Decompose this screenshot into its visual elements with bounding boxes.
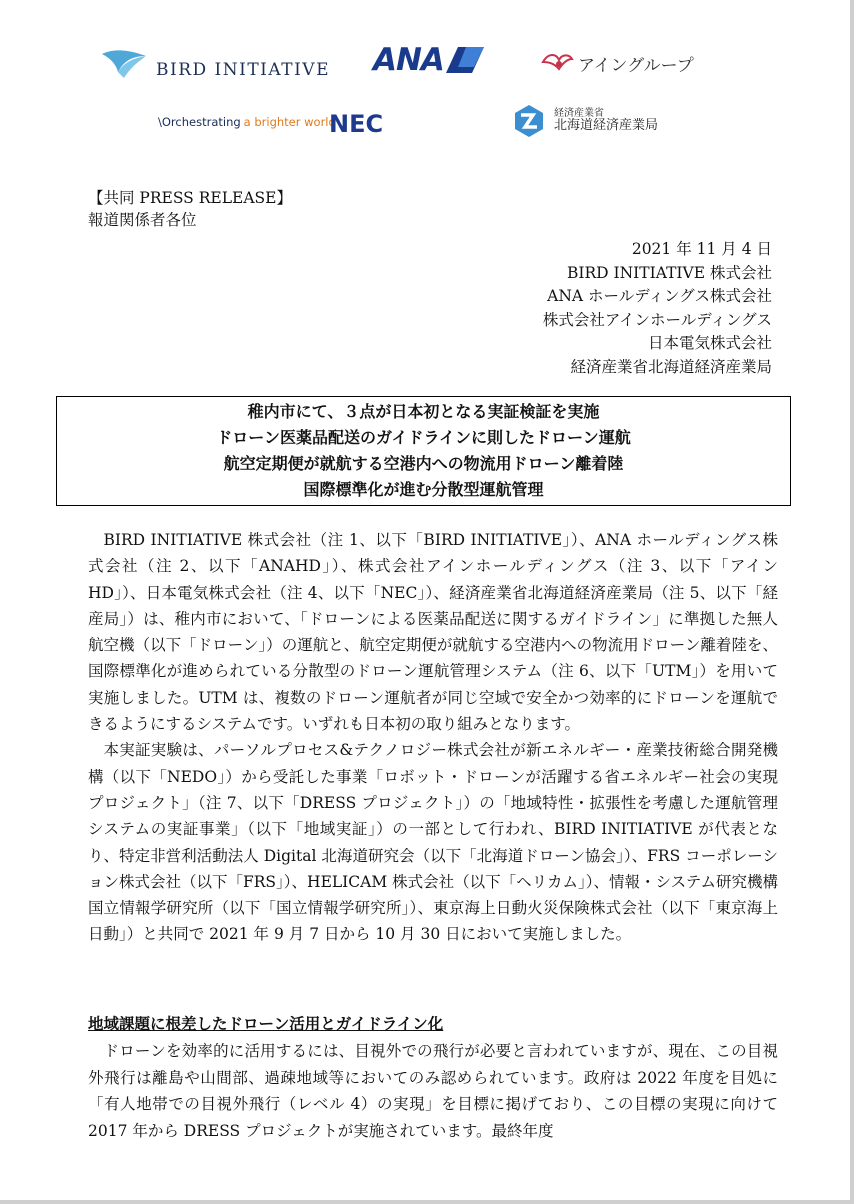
nec-wordmark: NEC [329, 110, 384, 138]
bird-initiative-wordmark: BIRD INITIATIVE [156, 60, 330, 80]
company-name: ANA ホールディングス株式会社 [547, 287, 772, 305]
bird-initiative-logo [100, 46, 330, 80]
nec-logo [329, 110, 383, 138]
headline-box [56, 396, 791, 506]
body-paragraph: ドローンを効率的に活用するには、目視外での飛行が必要と言われていますが、現在、この目視外飛行は離島や山間部、過疎地域等においてのみ認められています。政府は 2022 年度を目処に「有人地帯での目視外飛行（レベル 4）の実現」を目標に掲げており、この目標の実現に向けて 2017 年から DRESS プロジェクトが実施されています。最終年度 [88, 1042, 778, 1140]
headline-line: 稚内市にて、３点が日本初となる実証検証を実施 [247, 402, 600, 421]
crane-icon [540, 50, 574, 76]
ana-logo [373, 42, 486, 78]
headline-line: 国際標準化が進む分散型運航管理 [303, 480, 544, 499]
date-and-companies [543, 238, 772, 379]
section-body [88, 1038, 778, 1144]
nec-tagline-brighter-world: a brighter world [243, 115, 336, 129]
ana-wordmark: ANA [373, 42, 444, 78]
ain-group-wordmark: アイングループ [578, 55, 694, 76]
nec-tagline-orchestrating: \Orchestrating [158, 115, 241, 129]
body-paragraph: BIRD INITIATIVE 株式会社（注 1、以下「BIRD INITIATIVE」）、ANA ホールディングス株式会社（注 2、以下「ANAHD」）、株式会社アインホールディングス（注 3、以下「アイン HD」）、日本電気株式会社（注 4、以下「NEC」）、経済産業省北海道経済産業局（注 5、以下「経産局」）は、稚内市において、「ドローンによる医薬品配送に関するガイドライン」に準拠した無人航空機（以下「ドローン」）の運航と、航空定期便が就航する空港内への物流用ドローン離着陸を、国際標準化が進められている分散型のドローン運航管理システム（注 6、以下「UTM」）を用いて実施しました。UTM は、複数のドローン運航者が同じ空域で安全かつ効率的にドローンを運航できるようにするシステムです。いずれも日本初の取り組みとなります。 [88, 531, 778, 734]
headline-line: 航空定期便が就航する空港内への物流用ドローン離着陸 [223, 454, 624, 473]
body-text [88, 527, 778, 948]
release-date: 2021 年 11 月 4 日 [631, 240, 772, 258]
release-header [88, 187, 292, 231]
company-name: BIRD INITIATIVE 株式会社 [566, 263, 772, 282]
headline-line: ドローン医薬品配送のガイドラインに則したドローン運航 [216, 428, 631, 447]
company-name: 経済産業省北海道経済産業局 [570, 357, 772, 376]
release-label: 【共同 PRESS RELEASE】 [88, 189, 292, 207]
meti-mark-icon [512, 104, 546, 138]
meti-ministry-name: 経済産業省 [554, 108, 604, 120]
ana-stripe-icon [444, 45, 486, 75]
nec-tagline [158, 115, 336, 129]
body-paragraph: 本実証実験は、パーソルプロセス&テクノロジー株式会社が新エネルギー・産業技術総合開発機構（以下「NEDO」）から受託した事業「ロボット・ドローンが活躍する省エネルギー社会の実現プロジェクト」（注 7、以下「DRESS プロジェクト」）の「地域特性・拡張性を考慮した運航管理システムの実証事業」（以下「地域実証」）の一部として行われ、BIRD INITIATIVE が代表となり、特定非営利活動法人 Digital 北海道研究会（以下「北海道ドローン協会」）、FRS コーポレーション株式会社（以下「FRS」）、HELICAM 株式会社（以下「ヘリカム」）、情報・システム研究機構 国立情報学研究所（以下「国立情報学研究所」）、東京海上日動火災保険株式会社（以下「東京海上日動」）と共同で 2021 年 9 月 7 日から 10 月 30 日において実施しました。 [88, 741, 778, 944]
ain-group-logo [540, 50, 694, 76]
meti-bureau-name: 北海道経済産業局 [554, 118, 659, 134]
meti-hokkaido-logo [512, 104, 658, 138]
section-heading: 地域課題に根差したドローン活用とガイドライン化 [88, 1015, 444, 1033]
addressee: 報道関係者各位 [88, 211, 197, 229]
company-name: 日本電気株式会社 [647, 334, 772, 352]
bird-icon [100, 46, 150, 80]
company-name: 株式会社アインホールディングス [542, 310, 772, 329]
logo-header [0, 0, 850, 160]
